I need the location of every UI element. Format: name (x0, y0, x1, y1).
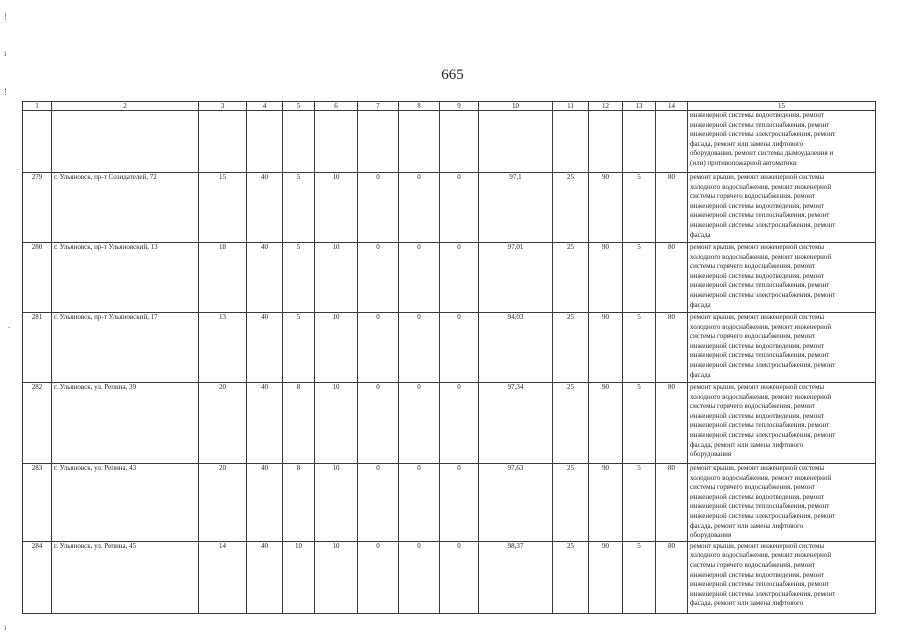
header-cell: 14 (656, 102, 688, 111)
value-cell: 20 (199, 383, 247, 464)
work-line: холодного водоснабжения, ремонт инженерной (690, 252, 832, 261)
empty-cell (199, 111, 247, 173)
address-cell: г. Ульяновск, пр-т Ульяновский, 13 (52, 243, 199, 313)
value-cell: 0 (399, 464, 440, 542)
value-cell: 0 (399, 173, 440, 243)
address-cell: г. Ульяновск, ул. Репина, 39 (52, 383, 199, 464)
value-cell: 15 (199, 173, 247, 243)
work-line: системы горячего водоснабжения, ремонт (690, 402, 816, 411)
value-cell: 40 (247, 383, 283, 464)
work-description-cell (688, 464, 876, 542)
header-cell: 2 (52, 102, 199, 111)
value-cell: 80 (656, 243, 688, 313)
value-cell: 98,37 (479, 541, 553, 613)
value-cell: 10 (315, 383, 358, 464)
value-cell: 0 (358, 541, 399, 613)
value-cell: 5 (623, 173, 656, 243)
value-cell: 0 (358, 383, 399, 464)
work-description-cell (688, 173, 876, 243)
work-line: фасада (690, 230, 711, 239)
work-line: ремонт крыши, ремонт инженерной системы (690, 313, 825, 321)
work-line: системы горячего водоснабжения, ремонт (690, 262, 816, 271)
empty-cell (52, 111, 199, 173)
value-cell: 80 (656, 173, 688, 243)
value-cell: 0 (399, 313, 440, 383)
work-line: оборудования (690, 531, 732, 540)
address-cell: г. Ульяновск, пр-т Созидателей, 72 (52, 173, 199, 243)
value-cell: 90 (589, 464, 623, 542)
work-line: ремонт крыши, ремонт инженерной системы (690, 464, 825, 472)
work-line: (или) противопожарной автоматики (690, 158, 797, 167)
value-cell: 5 (623, 313, 656, 383)
value-cell: 10 (315, 173, 358, 243)
work-line: оборудования, ремонт системы дымоудаления и (690, 149, 834, 158)
scan-mark: ı (4, 622, 7, 632)
work-line: инженерной системы водоотведения, ремонт (690, 570, 825, 579)
work-line: инженерной системы электроснабжения, ремонт (690, 511, 836, 520)
work-line: инженерной системы теплоснабжения, ремонт (690, 351, 830, 360)
value-cell: 0 (358, 173, 399, 243)
value-cell: 40 (247, 243, 283, 313)
empty-cell (315, 111, 358, 173)
value-cell: 0 (440, 313, 479, 383)
work-line: инженерной системы электроснабжения, ремонт (690, 130, 836, 139)
empty-cell (656, 111, 688, 173)
value-cell: 0 (440, 243, 479, 313)
address-cell: г. Ульяновск, ул. Репина, 45 (52, 541, 199, 613)
value-cell: 90 (589, 383, 623, 464)
work-description-cell (688, 313, 876, 383)
value-cell: 0 (399, 541, 440, 613)
value-cell: 0 (440, 173, 479, 243)
value-cell: 0 (440, 383, 479, 464)
work-line: инженерной системы электроснабжения, ремонт (690, 430, 836, 439)
header-cell: 8 (399, 102, 440, 111)
value-cell: 0 (358, 464, 399, 542)
value-cell: 94,03 (479, 313, 553, 383)
value-cell: 5 (623, 541, 656, 613)
empty-cell (479, 111, 553, 173)
value-cell: 90 (589, 541, 623, 613)
value-cell: 10 (283, 541, 315, 613)
work-line: системы горячего водоснабжения, ремонт (690, 560, 816, 569)
value-cell: 80 (656, 464, 688, 542)
scan-mark: ! (4, 12, 7, 22)
work-line: фасада, ремонт или замена лифтового (690, 139, 804, 148)
value-cell: 0 (358, 243, 399, 313)
address-cell: г. Ульяновск, ул. Репина, 43 (52, 464, 199, 542)
work-line: инженерной системы водоотведения, ремонт (690, 341, 825, 350)
header-cell: 5 (283, 102, 315, 111)
row-number-cell: 280 (23, 243, 52, 313)
empty-cell (283, 111, 315, 173)
work-line: инженерной системы теплоснабжения, ремонт (690, 502, 830, 511)
table-row (23, 173, 876, 243)
work-line: фасада, ремонт или замена лифтового (690, 521, 804, 530)
empty-cell (399, 111, 440, 173)
work-line: ремонт крыши, ремонт инженерной системы (690, 243, 825, 251)
value-cell: 10 (315, 243, 358, 313)
continuation-row (23, 111, 876, 173)
value-cell: 5 (283, 243, 315, 313)
value-cell: 25 (553, 541, 589, 613)
work-line: системы горячего водоснабжения, ремонт (690, 192, 816, 201)
value-cell: 90 (589, 243, 623, 313)
work-line: ремонт крыши, ремонт инженерной системы (690, 541, 825, 550)
value-cell: 14 (199, 541, 247, 613)
value-cell: 0 (399, 243, 440, 313)
header-cell: 7 (358, 102, 399, 111)
row-number-cell: 281 (23, 313, 52, 383)
value-cell: 90 (589, 173, 623, 243)
value-cell: 97,1 (479, 173, 553, 243)
table-row (23, 464, 876, 542)
header-cell: 4 (247, 102, 283, 111)
repair-plan-table (22, 101, 876, 614)
row-number-cell: 284 (23, 541, 52, 613)
header-cell: 15 (688, 102, 876, 111)
work-line: инженерной системы электроснабжения, ремонт (690, 589, 836, 598)
value-cell: 97,34 (479, 383, 553, 464)
work-line: инженерной системы водоотведения, ремонт (690, 411, 825, 420)
header-row (23, 102, 876, 111)
work-line: системы горячего водоснабжения, ремонт (690, 483, 816, 492)
empty-cell (553, 111, 589, 173)
value-cell: 25 (553, 383, 589, 464)
table-row (23, 243, 876, 313)
value-cell: 25 (553, 313, 589, 383)
empty-cell (247, 111, 283, 173)
work-line: холодного водоснабжения, ремонт инженерной (690, 182, 832, 191)
value-cell: 5 (283, 173, 315, 243)
value-cell: 13 (199, 313, 247, 383)
value-cell: 0 (440, 541, 479, 613)
value-cell: 8 (283, 464, 315, 542)
table-row (23, 541, 876, 613)
scan-mark: ! (4, 87, 7, 97)
header-cell: 13 (623, 102, 656, 111)
work-line: инженерной системы теплоснабжения, ремонт (690, 281, 830, 290)
value-cell: 0 (358, 313, 399, 383)
work-line: оборудования (690, 450, 732, 459)
work-line: фасада (690, 300, 711, 309)
table-row (23, 313, 876, 383)
value-cell: 18 (199, 243, 247, 313)
value-cell: 0 (440, 464, 479, 542)
work-line: инженерной системы теплоснабжения, ремонт (690, 421, 830, 430)
header-cell: 3 (199, 102, 247, 111)
row-number-cell: 282 (23, 383, 52, 464)
address-cell: г. Ульяновск, пр-т Ульяновский, 17 (52, 313, 199, 383)
value-cell: 5 (623, 383, 656, 464)
work-line: ремонт крыши, ремонт инженерной системы (690, 383, 825, 391)
value-cell: 97,63 (479, 464, 553, 542)
value-cell: 5 (623, 464, 656, 542)
scan-mark: ı (4, 48, 7, 58)
work-line: инженерной системы водоотведения, ремонт (690, 111, 825, 119)
row-number-cell: 283 (23, 464, 52, 542)
empty-cell (623, 111, 656, 173)
value-cell: 25 (553, 243, 589, 313)
work-description-cell (688, 383, 876, 464)
work-line: ремонт крыши, ремонт инженерной системы (690, 173, 825, 181)
header-cell: 1 (23, 102, 52, 111)
work-line: холодного водоснабжения, ремонт инженерной (690, 322, 832, 331)
work-line: инженерной системы теплоснабжения, ремонт (690, 211, 830, 220)
value-cell: 10 (315, 313, 358, 383)
value-cell: 90 (589, 313, 623, 383)
value-cell: 5 (623, 243, 656, 313)
header-cell: 12 (589, 102, 623, 111)
value-cell: 80 (656, 383, 688, 464)
header-cell: 6 (315, 102, 358, 111)
work-line: инженерной системы водоотведения, ремонт (690, 492, 825, 501)
value-cell: 10 (315, 541, 358, 613)
value-cell: 20 (199, 464, 247, 542)
work-line: холодного водоснабжения, ремонт инженерной (690, 551, 832, 560)
value-cell: 40 (247, 173, 283, 243)
work-line: инженерной системы теплоснабжения, ремонт (690, 120, 830, 129)
empty-cell (358, 111, 399, 173)
work-line: холодного водоснабжения, ремонт инженерной (690, 473, 832, 482)
work-line: инженерной системы теплоснабжения, ремонт (690, 580, 830, 589)
work-line: фасада, ремонт или замена лифтового (690, 440, 804, 449)
value-cell: 40 (247, 313, 283, 383)
work-description-cell (688, 111, 876, 173)
work-line: фасада, ремонт или замена лифтового (690, 599, 804, 608)
row-number-cell: 279 (23, 173, 52, 243)
header-cell: 9 (440, 102, 479, 111)
work-description-cell (688, 541, 876, 613)
empty-cell (23, 111, 52, 173)
header-cell: 11 (553, 102, 589, 111)
work-line: инженерной системы электроснабжения, ремонт (690, 220, 836, 229)
table-row (23, 383, 876, 464)
work-line: системы горячего водоснабжения, ремонт (690, 332, 816, 341)
work-line: инженерной системы водоотведения, ремонт (690, 201, 825, 210)
page-number: 665 (441, 67, 464, 83)
work-description-cell (688, 243, 876, 313)
work-line: инженерной системы водоотведения, ремонт (690, 271, 825, 280)
value-cell: 80 (656, 541, 688, 613)
work-line: фасада (690, 370, 711, 379)
work-line: инженерной системы электроснабжения, ремонт (690, 290, 836, 299)
work-line: инженерной системы электроснабжения, ремонт (690, 360, 836, 369)
work-line: холодного водоснабжения, ремонт инженерной (690, 392, 832, 401)
value-cell: 40 (247, 541, 283, 613)
header-cell: 10 (479, 102, 553, 111)
value-cell: 97,01 (479, 243, 553, 313)
empty-cell (589, 111, 623, 173)
value-cell: 25 (553, 464, 589, 542)
scan-mark: . (8, 320, 11, 330)
value-cell: 80 (656, 313, 688, 383)
value-cell: 40 (247, 464, 283, 542)
value-cell: 8 (283, 383, 315, 464)
value-cell: 0 (399, 383, 440, 464)
value-cell: 5 (283, 313, 315, 383)
value-cell: 10 (315, 464, 358, 542)
value-cell: 25 (553, 173, 589, 243)
empty-cell (440, 111, 479, 173)
